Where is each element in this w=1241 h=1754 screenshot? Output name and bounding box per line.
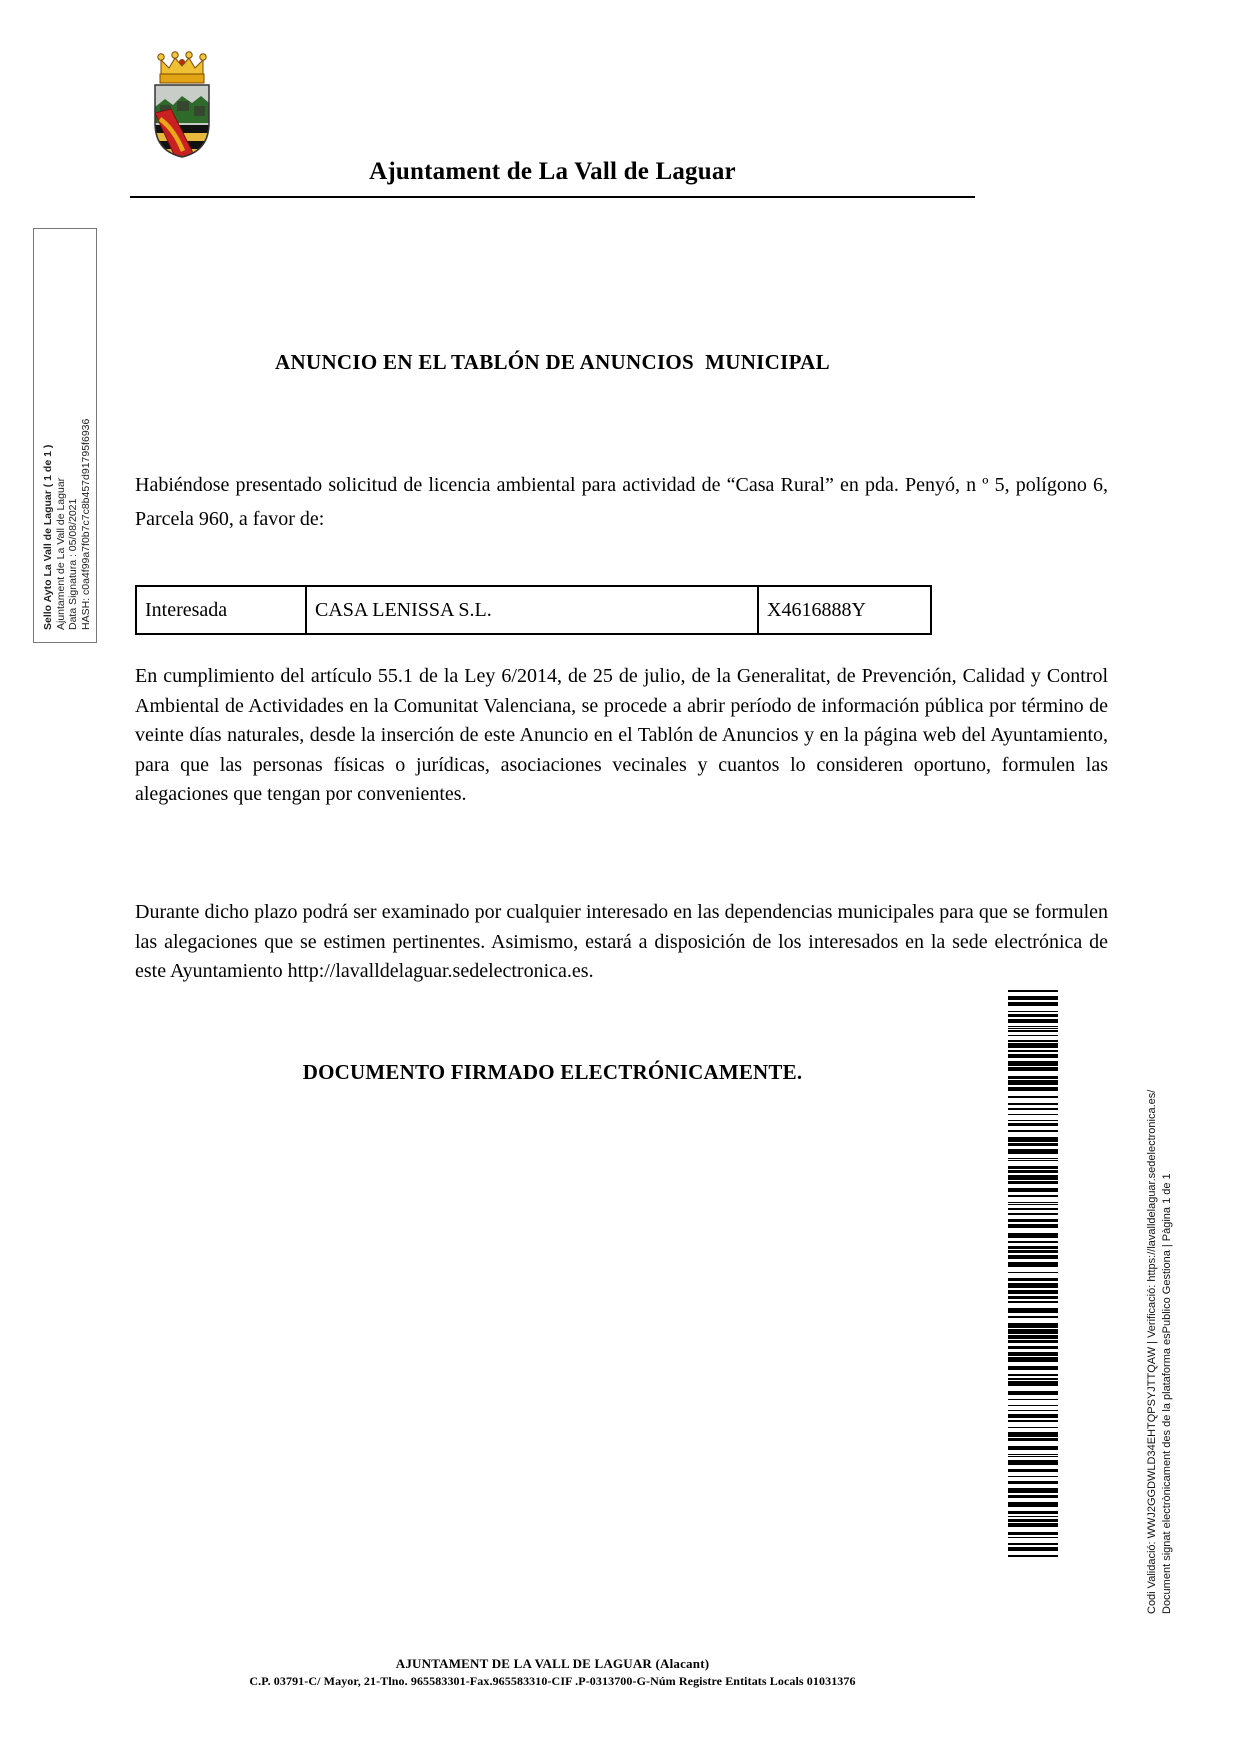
- footer-entity-name: AJUNTAMENT DE LA VALL DE LAGUAR (Alacant): [395, 1656, 710, 1671]
- validation-barcode: [1008, 990, 1058, 1560]
- seal-hash: HASH: c0a4f99a7f0b7c7c8b457d91795f6936: [79, 418, 92, 630]
- interested-party-table: [135, 585, 932, 635]
- paragraph-request: Habiéndose presentado solicitud de licencia ambiental para actividad de “Casa Rural” en pda. Penyó, n º 5, polígono 6, Parcela 960, a favor de:: [135, 474, 1108, 530]
- coat-of-arms-icon: [147, 48, 217, 162]
- validation-sidebar-text: [1145, 972, 1175, 1614]
- electronically-signed-label: DOCUMENTO FIRMADO ELECTRÓNICAMENTE.: [302, 1060, 803, 1084]
- paragraph-examination: Durante dicho plazo podrá ser examinado por cualquier interesado en las dependencias municipales para que se formulen las alegaciones que se estimen pertinentes. Asimismo, estará a disposición de los interesados en la sede electrónica de este Ayuntamiento http://lavalldelaguar.sedelectronica.es.: [135, 901, 1108, 982]
- table-cell-role: Interesada: [136, 586, 306, 634]
- table-cell-id-number: X4616888Y: [758, 586, 931, 634]
- electronic-seal-text: [42, 372, 92, 630]
- table-row: [136, 586, 931, 634]
- header-divider: [130, 196, 975, 198]
- footer-contact-info: C.P. 03791-C/ Mayor, 21-Tlno. 965583301-Fax.965583310-CIF .P-0313700-G-Núm Registre Entitats Locals 01031376: [249, 1674, 856, 1688]
- validation-code-line: Codi Validació: WWJ2GGDWLD34EHTQPSYJTTQAW | Verificació: https://lavalldelaguar.sedelectronica.es/: [1146, 1089, 1158, 1614]
- validation-platform-line: Document signat electrònicament des de la plataforma esPublico Gestiona | Pàgina 1 de 1: [1161, 1173, 1173, 1614]
- table-cell-company: CASA LENISSA S.L.: [306, 586, 758, 634]
- seal-signature-date: Data Signatura : 05/08/2021: [67, 498, 79, 630]
- shield-icon: [155, 85, 209, 161]
- page-footer: [130, 1656, 975, 1689]
- seal-title: Sello Ayto La Vall de Laguar ( 1 de 1 ): [42, 444, 54, 630]
- seal-entity: Ajuntament de La Vall de Laguar: [54, 477, 67, 630]
- announcement-title: ANUNCIO EN EL TABLÓN DE ANUNCIOS MUNICIPAL: [275, 350, 830, 374]
- crown-icon: [158, 52, 206, 83]
- paragraph-legal: En cumplimiento del artículo 55.1 de la Ley 6/2014, de 25 de julio, de la Generalitat, de Prevención, Calidad y Control Ambiental de Actividades en la Comunitat Valenciana, se procede a abrir período de información pública por término de veinte días naturales, desde la inserción de este Anuncio en el Tablón de Anuncios y en la página web del Ayuntamiento, para que las personas físicas o jurídicas, asociaciones vecinales y cuantos lo consideren oportuno, formulen las alegaciones que tengan por convenientes.: [135, 665, 1108, 805]
- page-title: Ajuntament de La Vall de Laguar: [369, 158, 736, 185]
